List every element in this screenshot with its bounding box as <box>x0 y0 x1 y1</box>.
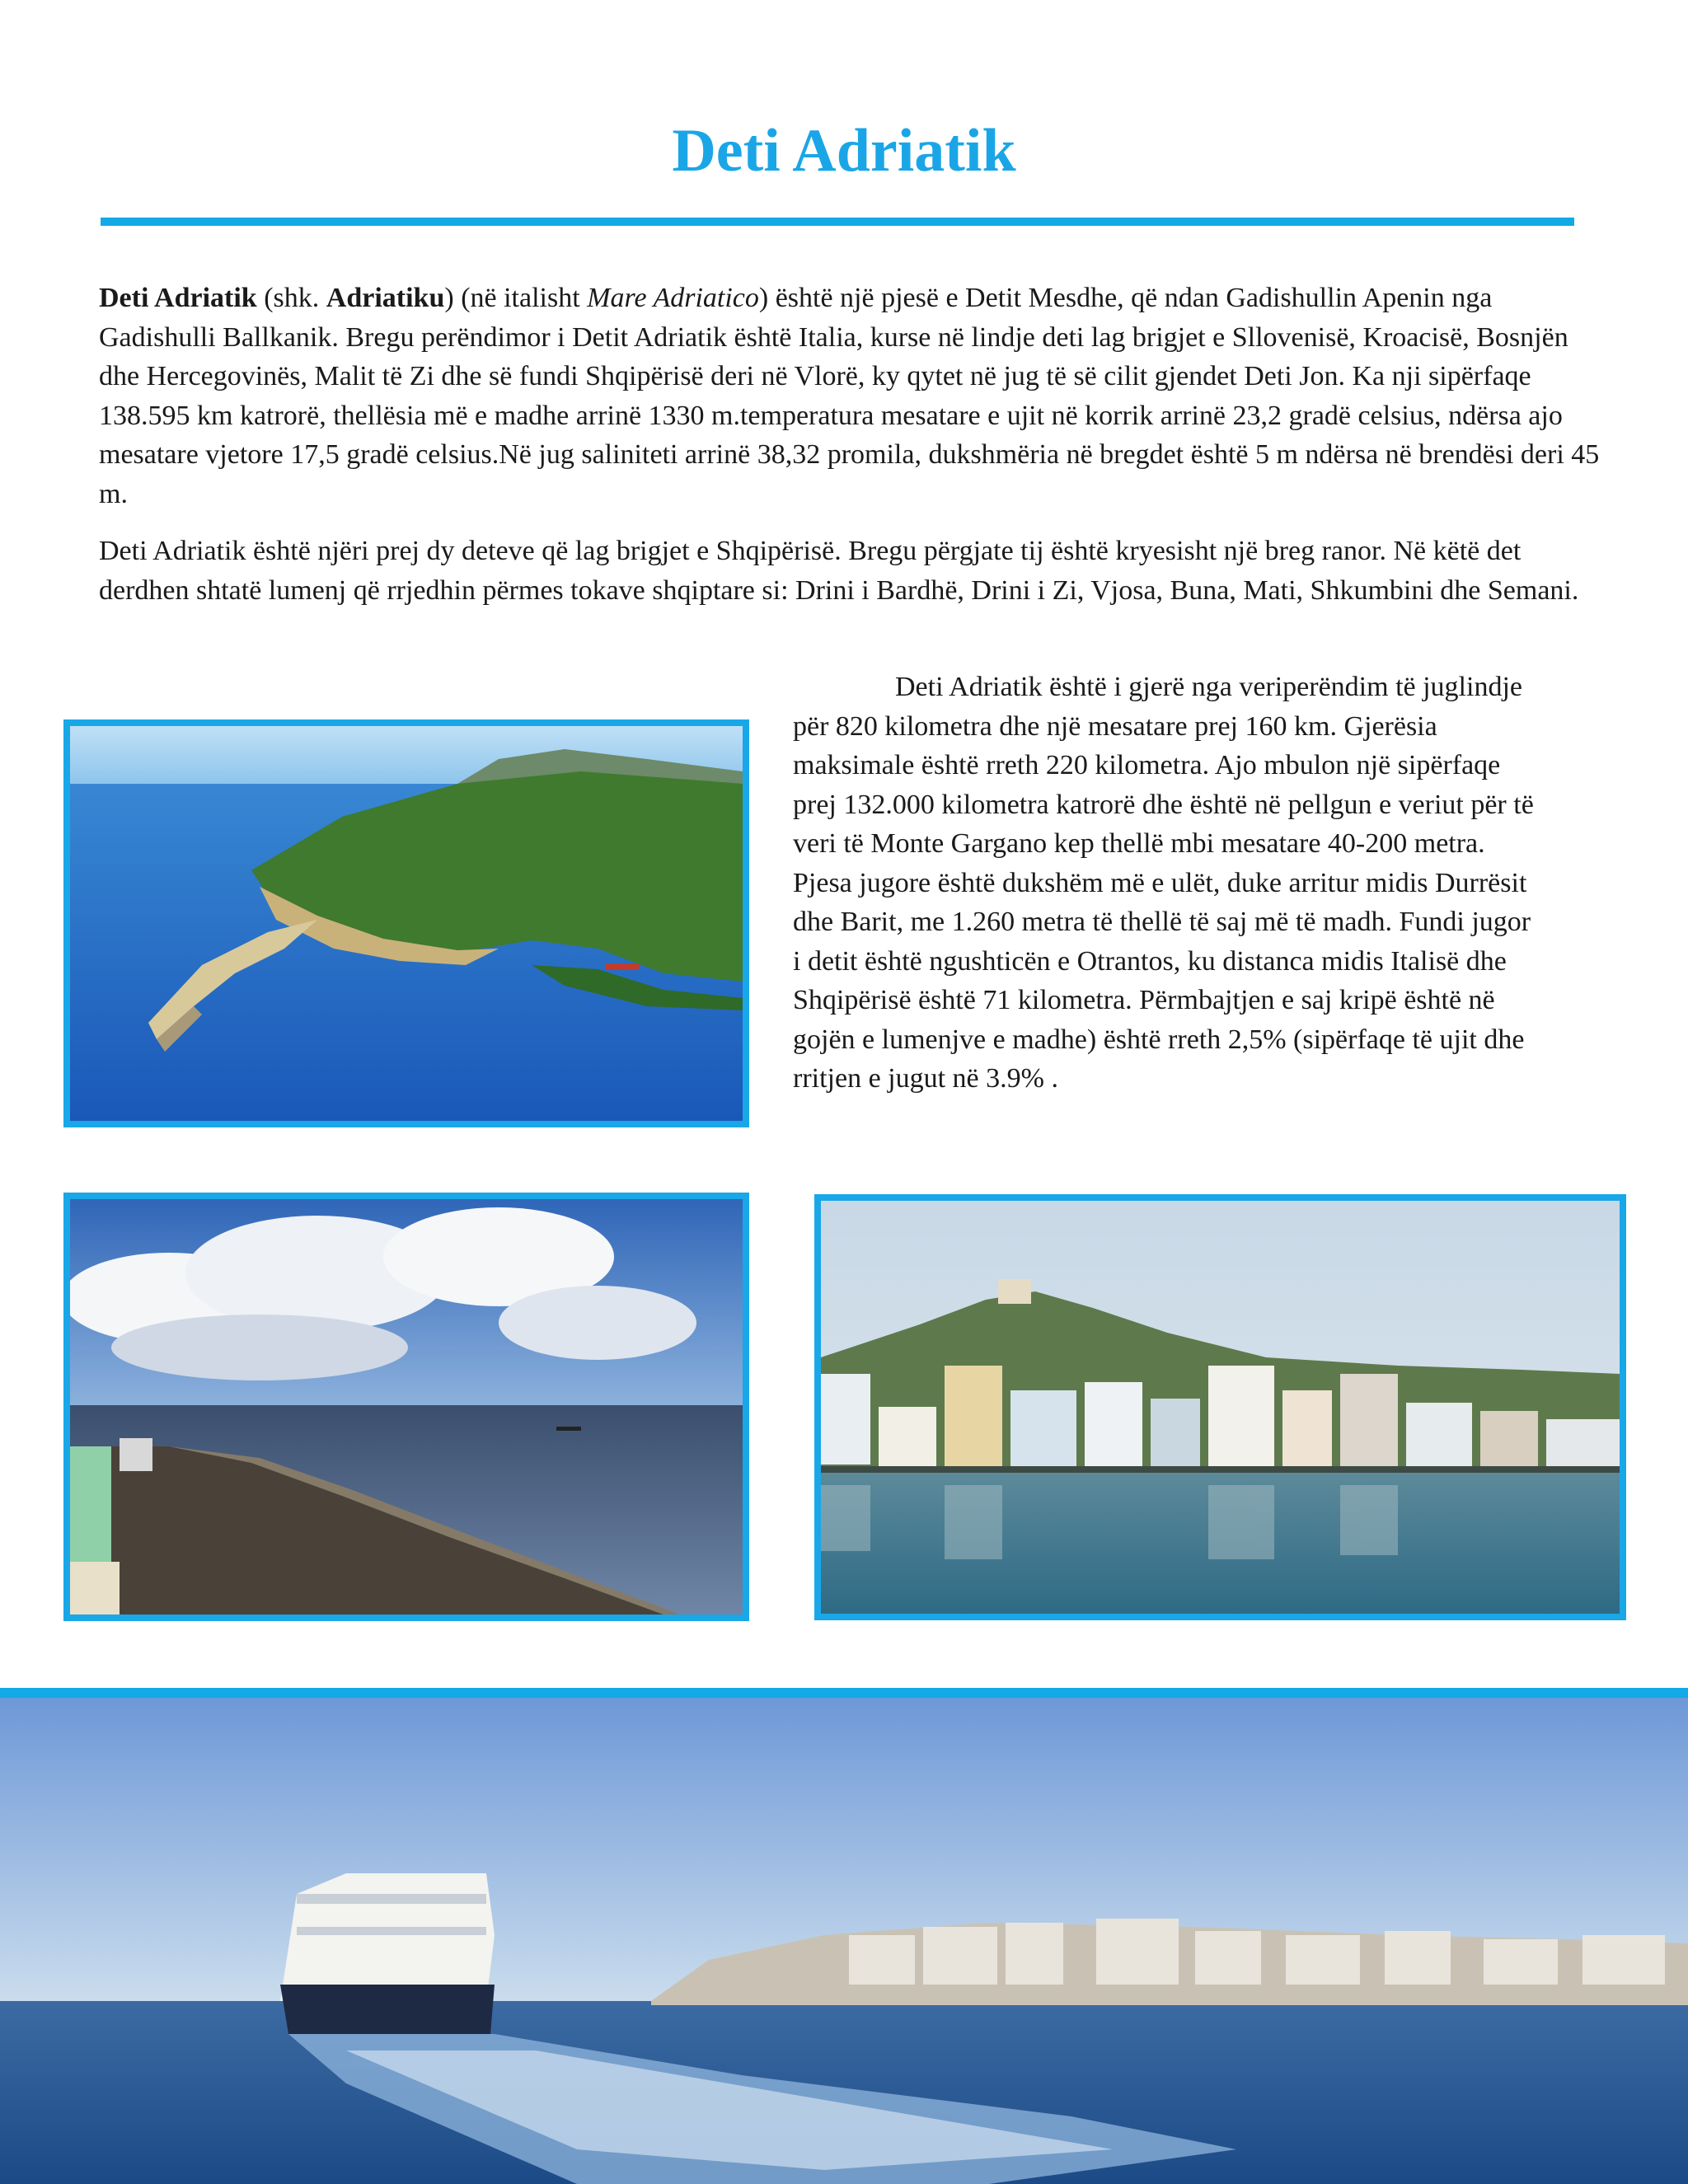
intro-text-2: ) (në italisht <box>444 283 588 313</box>
intro-paragraph <box>99 279 1607 513</box>
dimensions-paragraph: Deti Adriatik është i gjerë nga veriperëndim të juglindje për 820 kilometra dhe një mesatare prej 160 km. Gjerësia maksimale është rreth 220 kilometra. Ajo mbulon një sipërfaqe prej 132.000 kilometra katrorë dhe është në pellgun e veriut për të veri të Monte Gargano kep thellë mbi mesatare 40-200 metra. Pjesa jugore është dukshëm më e ulët, duke arritur midis Durrësit dhe Barit, me 1.260 metra të thellë të saj më të madh. Fundi jugor i detit është ngushticën e Otrantos, ku distanca midis Italisë dhe Shqipërisë është 71 kilometra. Përmbajtjen e saj kripë është në gojën e lumenjve e madhe) është rreth 2,5% (sipërfaqe të ujit dhe rritjen e jugut në 3.9% . <box>793 672 1534 1094</box>
intro-text-3: ) është një pjesë e Detit Mesdhe, që ndan Gadishullin Apenin nga Gadishulli Ballkanik. Bregu perëndimor i Detit Adriatik është Italia, kurse në lindje deti lag brigjet e Sllovenisë, Kroacisë, Bosnjën dhe Hercegovinës, Malit të Zi dhe së fundi Shqipërisë deri në Vlorë, ky qytet në jug të së cilit gjendet Deti Jon. Ka nji sipërfaqe 138.595 km katrorë, thellësia më e madhe arrinë 1330 m.temperatura mesatare e ujit në korrik arrinë 23,2 gradë celsius, ndërsa ajo mesatare vjetore 17,5 gradë celsius.Në jug saliniteti arrinë 38,32 promila, dukshmëria në bregdet është 5 m ndërsa në brendësi deri 45 m. <box>99 283 1600 509</box>
term-adriatiku: Adriatiku <box>326 283 445 313</box>
page-title: Deti Adriatik <box>672 117 1016 185</box>
intro-text-1: (shk. <box>256 283 326 313</box>
term-mare-adriatico: Mare Adriatico <box>587 283 759 313</box>
peninsula-aerial-photo <box>63 719 749 1127</box>
albania-coast-paragraph: Deti Adriatik është njëri prej dy deteve që lag brigjet e Shqipërisë. Bregu përgjate tij është kryesisht një breg ranor. Në këtë det derdhen shtatë lumenj që rrjedhin përmes tokave shqiptare si: Drini i Bardhë, Drini i Zi, Vjosa, Buna, Mati, Shkumbini dhe Semani. <box>99 536 1579 606</box>
beach-clouds-photo <box>63 1193 749 1621</box>
term-deti-adriatik: Deti Adriatik <box>99 283 257 313</box>
ferry-coast-banner-photo <box>0 1688 1688 2184</box>
city-waterfront-photo <box>814 1194 1626 1620</box>
banner-top-divider <box>0 1688 1688 1698</box>
title-divider <box>101 218 1574 226</box>
